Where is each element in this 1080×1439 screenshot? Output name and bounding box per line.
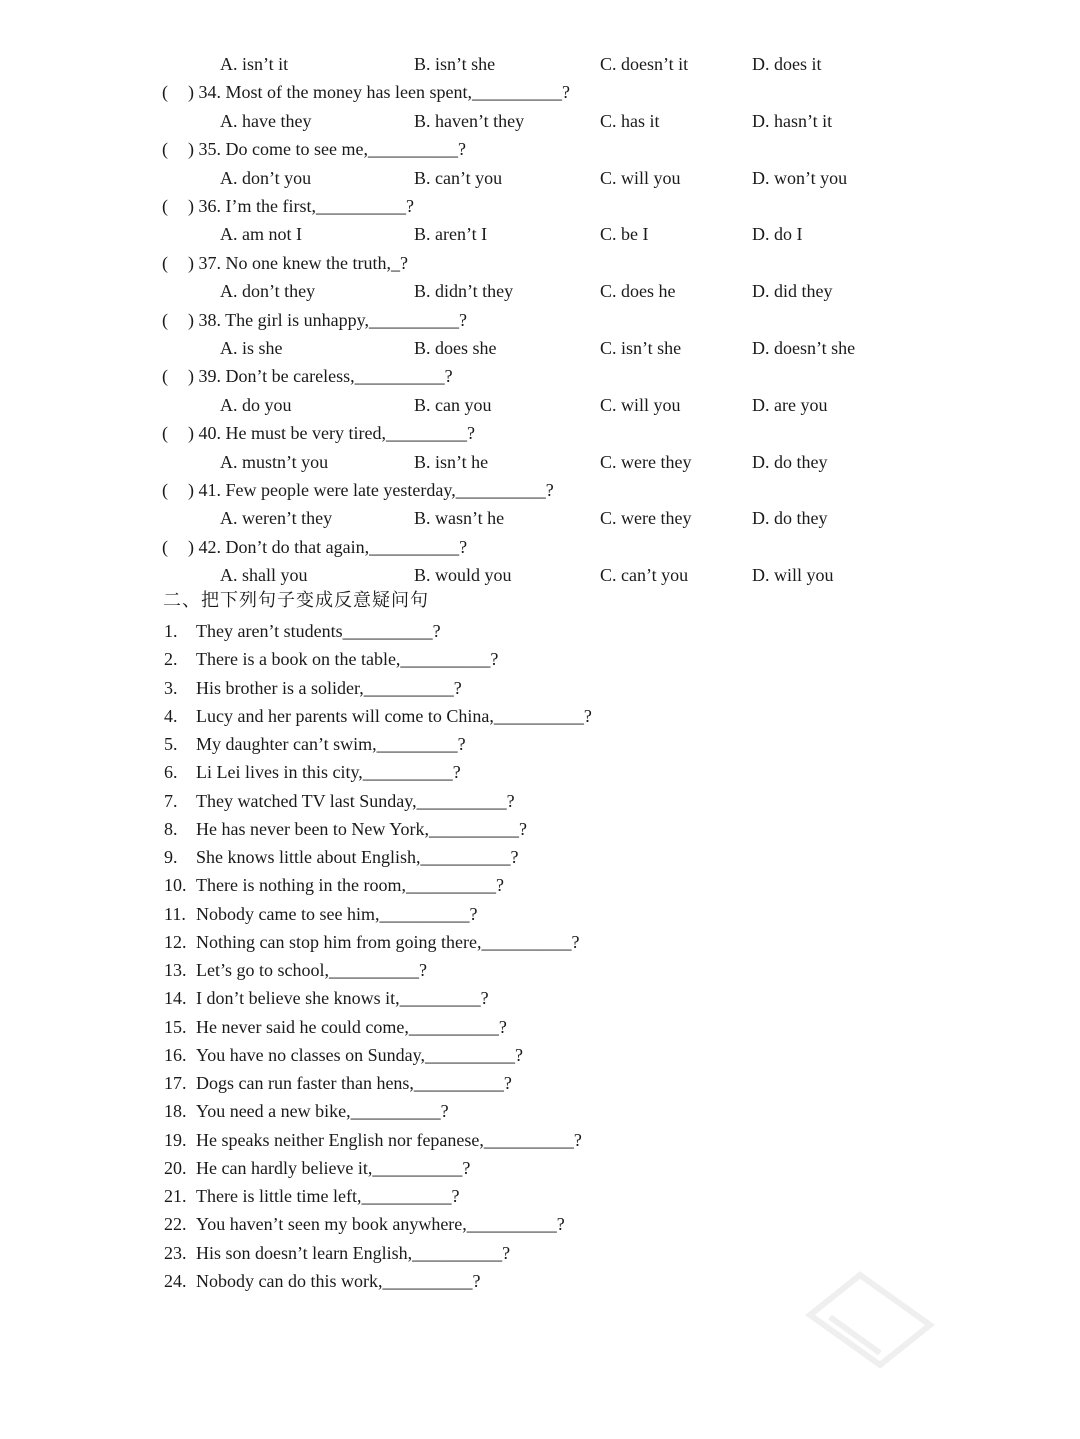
option-d: D. do I (752, 224, 803, 245)
option-a: A. do you (220, 394, 292, 415)
item-number: 22. (164, 1214, 187, 1235)
rewrite-item (0, 758, 1080, 786)
rewrite-item (0, 730, 1080, 758)
item-number: 7. (164, 790, 178, 811)
item-sentence: His brother is a solider,__________? (196, 677, 462, 698)
item-sentence: They aren’t students__________? (196, 621, 441, 641)
question-stem-line (0, 249, 1080, 277)
rewrite-item (0, 1182, 1080, 1210)
question-stem-line (0, 476, 1080, 504)
rewrite-item (0, 1154, 1080, 1182)
rewrite-item (0, 617, 1080, 645)
item-sentence: I don’t believe she knows it,_________? (196, 988, 489, 1009)
option-a: A. am not I (220, 224, 302, 245)
item-sentence: There is little time left,__________? (196, 1186, 460, 1206)
option-d: D. doesn’t she (752, 338, 856, 358)
question-stem: ) 41. Few people were late yesterday,__________? (188, 480, 554, 500)
rewrite-item (0, 1097, 1080, 1125)
item-number: 8. (164, 818, 178, 839)
option-b: B. can’t you (414, 167, 503, 188)
item-number: 16. (164, 1044, 187, 1065)
rewrite-item (0, 674, 1080, 702)
rewrite-item (0, 928, 1080, 956)
options-line (0, 561, 1080, 589)
rewrite-item (0, 900, 1080, 928)
option-c: C. were they (600, 451, 692, 472)
rewrite-item (0, 815, 1080, 843)
option-a: A. is she (220, 338, 283, 358)
option-c: C. be I (600, 224, 649, 245)
item-sentence: He never said he could come,__________? (196, 1016, 507, 1037)
option-d: D. did they (752, 281, 833, 302)
rewrite-item (0, 956, 1080, 984)
item-number: 15. (164, 1016, 187, 1037)
option-c: C. will you (600, 167, 681, 188)
question-stem: ) 42. Don’t do that again,__________? (188, 536, 468, 557)
item-sentence: You need a new bike,__________? (196, 1101, 449, 1122)
section-heading: 二、把下列句子变成反意疑问句 (163, 590, 429, 611)
option-b: B. didn’t they (414, 281, 514, 302)
options-line (0, 107, 1080, 135)
option-b: B. can you (414, 394, 492, 415)
option-a: A. isn’t it (220, 54, 289, 74)
item-number: 13. (164, 960, 187, 980)
rewrite-item (0, 1041, 1080, 1069)
item-number: 14. (164, 988, 187, 1009)
option-a: A. mustn’t you (220, 451, 329, 472)
option-d: D. will you (752, 565, 834, 586)
question-stem-line (0, 362, 1080, 390)
option-b: B. haven’t they (414, 110, 525, 131)
option-c: C. can’t you (600, 565, 689, 586)
option-b: B. aren’t I (414, 224, 488, 245)
item-number: 21. (164, 1186, 187, 1206)
item-number: 1. (164, 621, 178, 641)
question-stem-line (0, 192, 1080, 220)
item-sentence: Let’s go to school,__________? (196, 960, 427, 980)
item-number: 10. (164, 875, 187, 896)
option-d: D. are you (752, 394, 828, 415)
rewrite-item (0, 645, 1080, 673)
question-stem: ) 35. Do come to see me,__________? (188, 139, 466, 160)
item-sentence: He can hardly believe it,__________? (196, 1157, 471, 1178)
rewrite-item (0, 702, 1080, 730)
question-stem-line (0, 306, 1080, 334)
item-number: 4. (164, 705, 178, 726)
item-sentence: He has never been to New York,__________? (196, 818, 527, 839)
item-sentence: She knows little about English,__________? (196, 847, 519, 867)
option-b: B. isn’t she (414, 54, 496, 74)
item-sentence: You haven’t seen my book anywhere,__________? (196, 1214, 565, 1235)
question-stem: ) 36. I’m the first,__________? (188, 196, 414, 216)
item-number: 2. (164, 649, 178, 670)
rewrite-item (0, 1210, 1080, 1238)
option-a: A. have they (220, 110, 312, 131)
option-d: D. do they (752, 451, 828, 472)
item-sentence: There is nothing in the room,__________? (196, 875, 504, 896)
answer-bracket: ( (162, 252, 168, 273)
options-line (0, 391, 1080, 419)
item-sentence: Nobody came to see him,__________? (196, 903, 478, 924)
item-number: 17. (164, 1073, 187, 1093)
option-c: C. doesn’t it (600, 54, 689, 74)
item-number: 20. (164, 1157, 187, 1178)
answer-bracket: ( (162, 139, 168, 160)
option-c: C. were they (600, 508, 692, 529)
rewrite-item (0, 1013, 1080, 1041)
option-a: A. don’t you (220, 167, 312, 188)
rewrite-item (0, 871, 1080, 899)
item-sentence: Nobody can do this work,__________? (196, 1270, 481, 1291)
question-stem-line (0, 419, 1080, 447)
option-a: A. don’t they (220, 281, 316, 302)
item-sentence: You have no classes on Sunday,__________? (196, 1044, 523, 1065)
option-d: D. won’t you (752, 167, 848, 188)
answer-bracket: ( (162, 366, 168, 387)
option-a: A. shall you (220, 565, 308, 586)
item-sentence: They watched TV last Sunday,__________? (196, 790, 515, 811)
option-b: B. does she (414, 338, 497, 358)
question-stem: ) 38. The girl is unhappy,__________? (188, 309, 467, 330)
option-c: C. does he (600, 281, 676, 302)
item-number: 5. (164, 734, 178, 754)
options-line (0, 50, 1080, 78)
question-stem: ) 40. He must be very tired,_________? (188, 423, 475, 444)
option-c: C. has it (600, 110, 660, 131)
options-line (0, 220, 1080, 248)
options-line (0, 504, 1080, 532)
item-number: 18. (164, 1101, 187, 1122)
option-d: D. do they (752, 508, 828, 529)
answer-bracket: ( (162, 536, 168, 557)
item-number: 23. (164, 1242, 187, 1263)
answer-bracket: ( (162, 423, 168, 444)
item-number: 11. (164, 903, 186, 924)
options-line (0, 334, 1080, 362)
item-number: 6. (164, 762, 178, 783)
question-stem-line (0, 135, 1080, 163)
watermark-icon (790, 1255, 950, 1375)
option-c: C. isn’t she (600, 338, 682, 358)
item-sentence: He speaks neither English nor fepanese,__________? (196, 1129, 582, 1150)
question-stem-line (0, 78, 1080, 106)
option-b: B. isn’t he (414, 451, 489, 472)
rewrite-item (0, 984, 1080, 1012)
item-sentence: His son doesn’t learn English,__________? (196, 1242, 511, 1263)
item-sentence: Li Lei lives in this city,__________? (196, 762, 461, 783)
option-b: B. would you (414, 565, 512, 586)
answer-bracket: ( (162, 480, 168, 500)
rewrite-item (0, 1069, 1080, 1097)
answer-bracket: ( (162, 82, 168, 103)
option-d: D. hasn’t it (752, 110, 833, 131)
item-number: 12. (164, 931, 187, 952)
item-number: 9. (164, 847, 178, 867)
item-sentence: Nothing can stop him from going there,__________? (196, 931, 580, 952)
option-d: D. does it (752, 54, 822, 74)
options-line (0, 448, 1080, 476)
item-number: 19. (164, 1129, 187, 1150)
option-c: C. will you (600, 394, 681, 415)
answer-bracket: ( (162, 196, 168, 216)
item-sentence: Dogs can run faster than hens,__________? (196, 1073, 512, 1093)
answer-bracket: ( (162, 309, 168, 330)
item-sentence: Lucy and her parents will come to China,__________? (196, 705, 592, 726)
rewrite-item (0, 843, 1080, 871)
question-stem-line (0, 533, 1080, 561)
options-line (0, 277, 1080, 305)
item-number: 24. (164, 1270, 187, 1291)
question-stem: ) 39. Don’t be careless,__________? (188, 366, 453, 387)
option-a: A. weren’t they (220, 508, 333, 529)
item-sentence: There is a book on the table,__________? (196, 649, 499, 670)
question-stem: ) 37. No one knew the truth,_? (188, 252, 408, 273)
rewrite-item (0, 787, 1080, 815)
item-sentence: My daughter can’t swim,_________? (196, 734, 466, 754)
rewrite-item (0, 1126, 1080, 1154)
option-b: B. wasn’t he (414, 508, 505, 529)
item-number: 3. (164, 677, 178, 698)
options-line (0, 164, 1080, 192)
question-stem: ) 34. Most of the money has leen spent,__________? (188, 82, 570, 103)
